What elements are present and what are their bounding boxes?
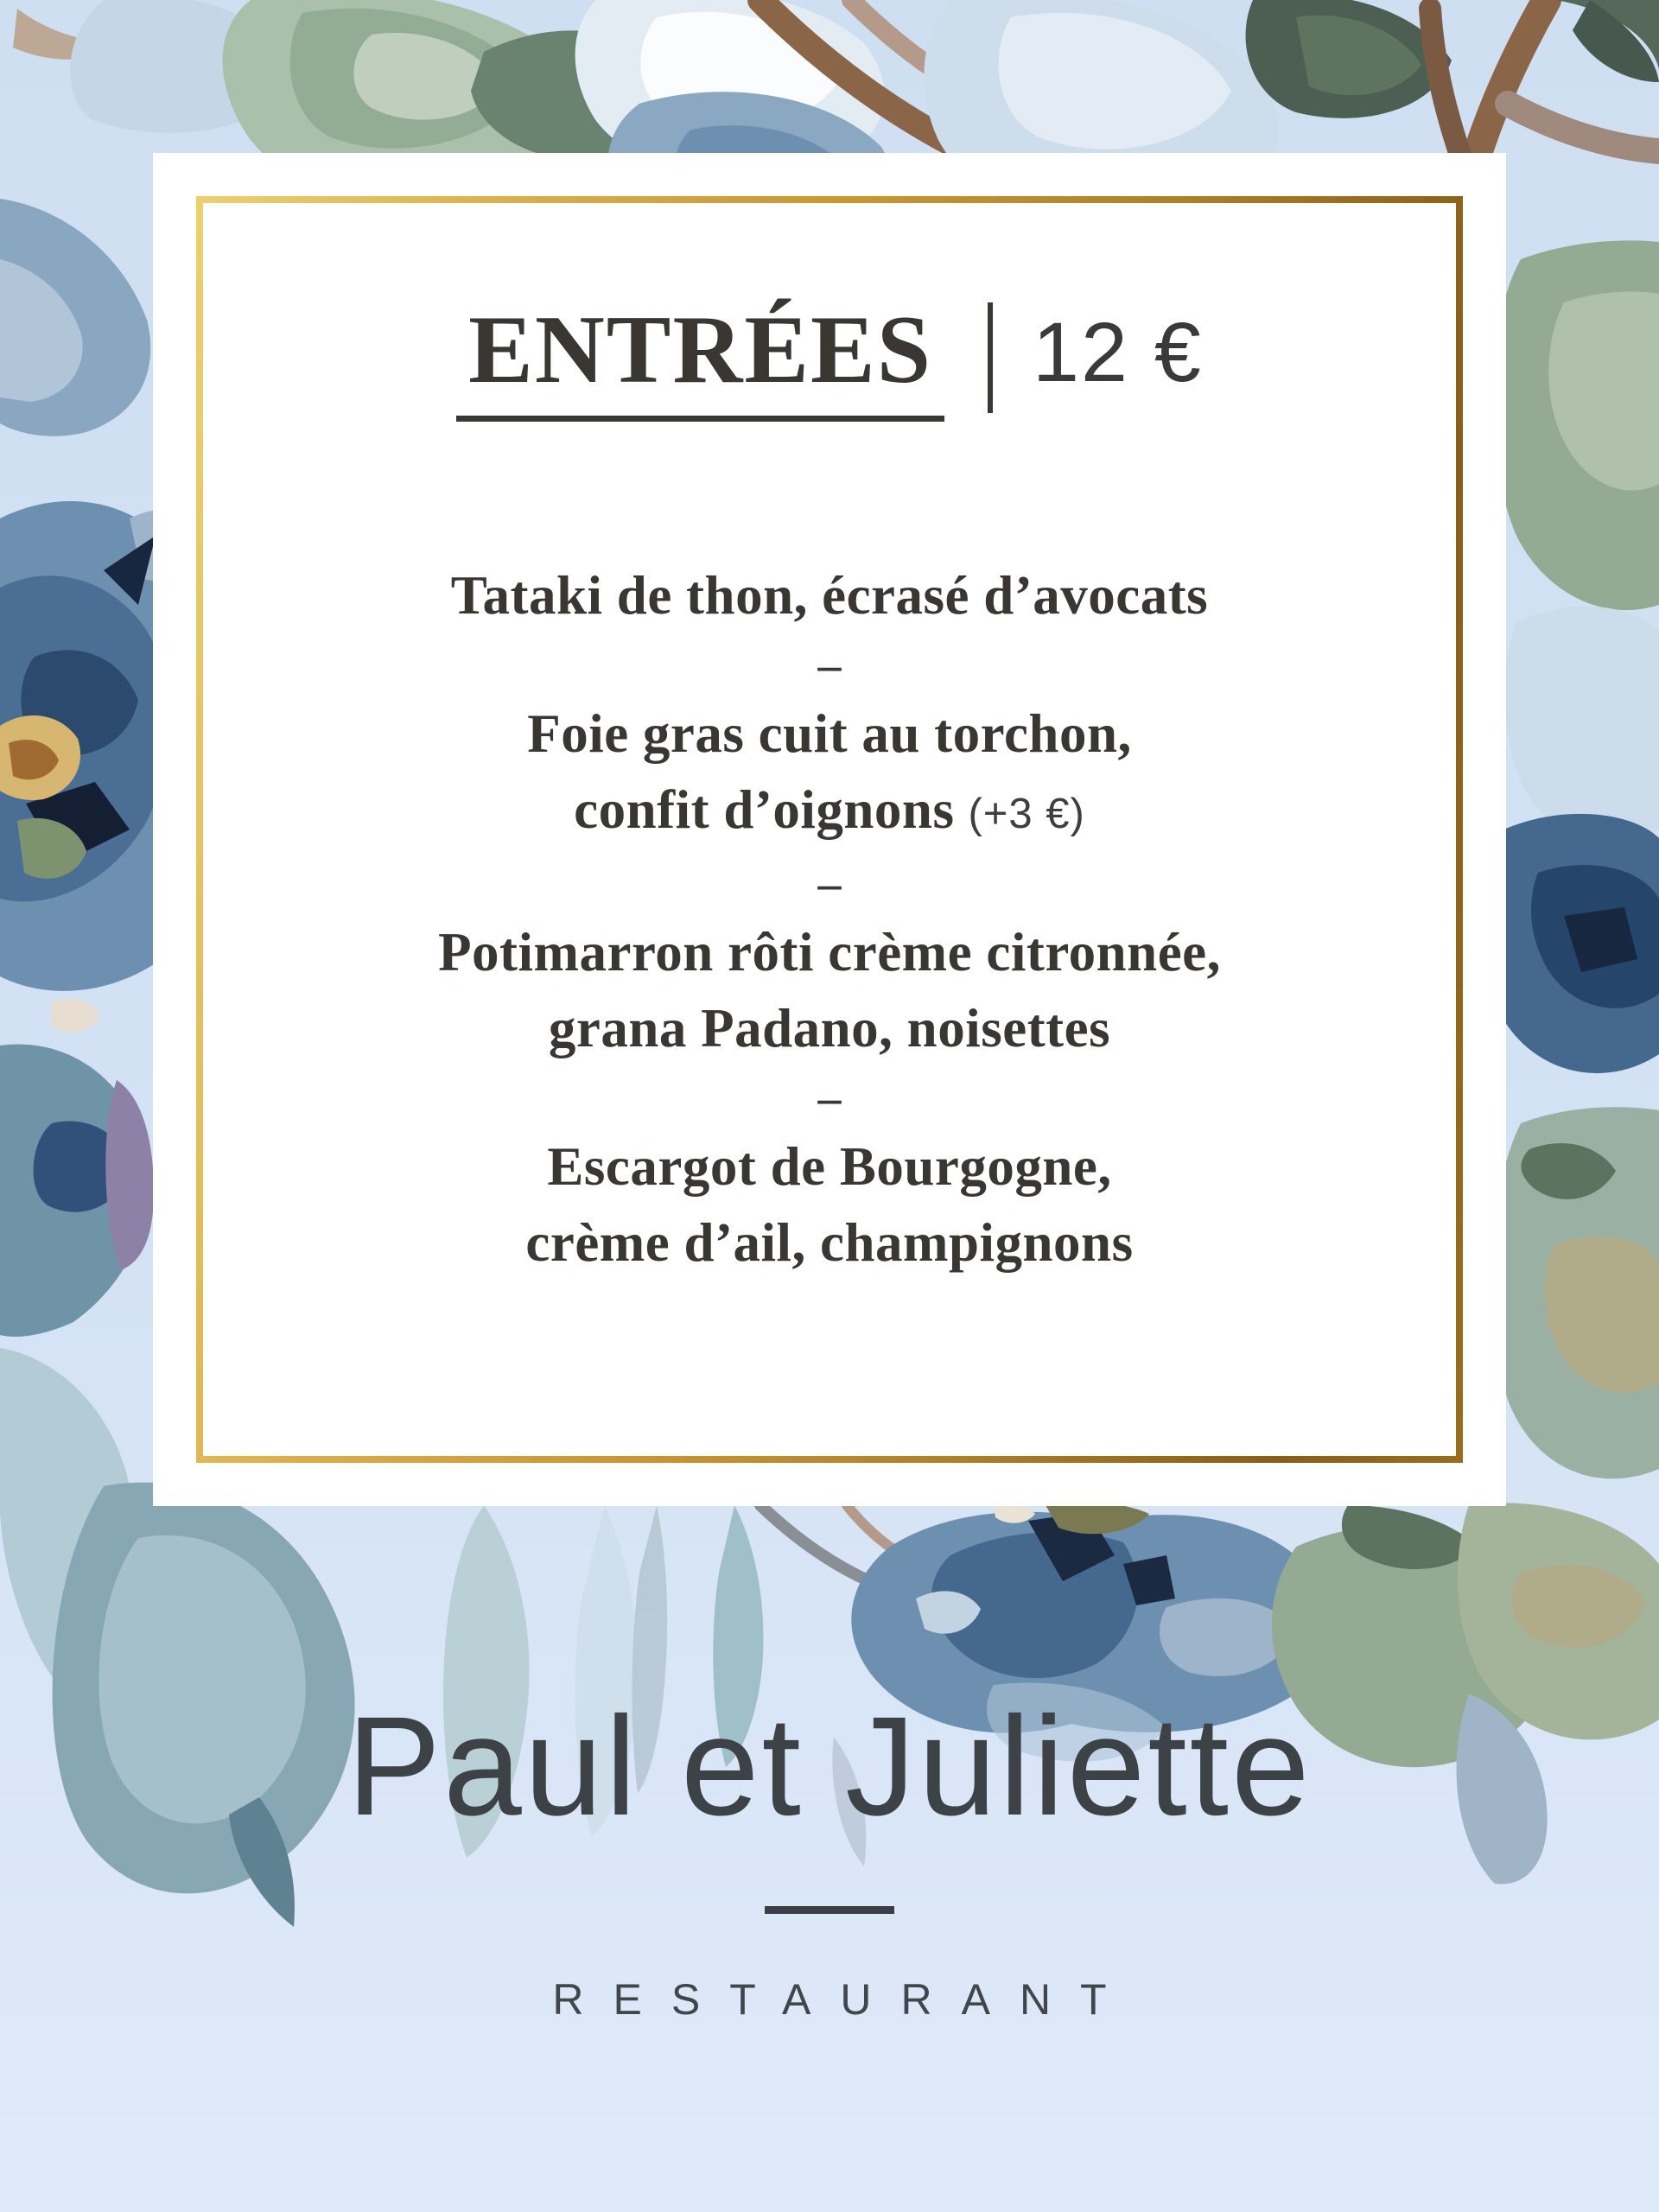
dish-line: Escargot de Bourgogne, xyxy=(547,1136,1112,1197)
right-foliage xyxy=(1481,607,1659,1479)
dish-list xyxy=(205,557,1454,1281)
dish-price-note: (+3 €) xyxy=(968,791,1085,837)
dish-divider: – xyxy=(817,639,842,690)
dish-line: confit d’oignons (+3 €) xyxy=(574,779,1085,840)
dish-line: Tataki de thon, écrasé d’avocats xyxy=(450,565,1209,626)
dish-line: Potimarron rôti crème citronnée, xyxy=(438,922,1221,982)
dish-line: crème d’ail, champignons xyxy=(525,1212,1134,1273)
section-price: 12 € xyxy=(1033,305,1203,399)
dish-line: grana Padano, noisettes xyxy=(548,998,1111,1058)
dish-divider: – xyxy=(817,857,842,909)
dish-item xyxy=(205,696,1454,852)
section-title: ENTRÉES xyxy=(456,302,944,422)
dish-line: Foie gras cuit au torchon, xyxy=(527,703,1132,764)
restaurant-name: Paul et Juliette xyxy=(346,1687,1313,1845)
brand-divider xyxy=(765,1906,894,1914)
menu-card xyxy=(153,153,1506,1506)
dish-item xyxy=(205,1128,1454,1281)
dish-item xyxy=(205,557,1454,633)
restaurant-label: RESTAURANT xyxy=(552,1975,1136,2024)
dish-divider: – xyxy=(817,1071,842,1123)
menu-header xyxy=(153,296,1506,422)
dish-item xyxy=(205,914,1454,1066)
title-separator-bar xyxy=(988,302,993,413)
